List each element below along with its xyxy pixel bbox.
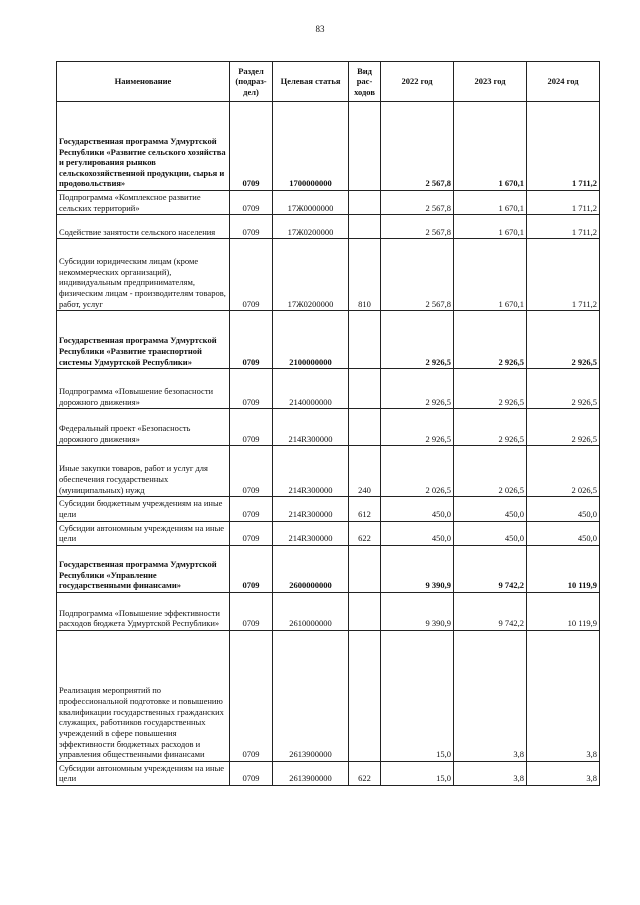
header-target: Целевая статья [273, 62, 349, 102]
row-value-2022: 2 567,8 [381, 102, 454, 191]
row-expense-type [349, 311, 381, 369]
row-expense-type [349, 545, 381, 592]
row-name: Государственная программа Удмуртской Республики «Развитие сельского хозяйства и регулирования рынков сельскохозяйственной продукции, сырья и продовольствия» [57, 102, 230, 191]
row-section: 0709 [230, 446, 273, 497]
row-name: Субсидии бюджетным учреждениям на иные цели [57, 497, 230, 521]
row-value-2024: 2 926,5 [527, 311, 600, 369]
row-value-2024: 3,8 [527, 630, 600, 761]
row-expense-type [349, 409, 381, 446]
row-value-2024: 1 711,2 [527, 191, 600, 215]
row-value-2022: 2 567,8 [381, 239, 454, 311]
row-expense-type [349, 215, 381, 239]
row-value-2022: 9 390,9 [381, 592, 454, 630]
table-row [57, 630, 600, 761]
table-row [57, 102, 600, 191]
row-value-2023: 9 742,2 [454, 545, 527, 592]
row-value-2024: 1 711,2 [527, 102, 600, 191]
row-section: 0709 [230, 592, 273, 630]
row-value-2023: 1 670,1 [454, 191, 527, 215]
row-target-article: 2140000000 [273, 369, 349, 409]
row-value-2024: 10 119,9 [527, 545, 600, 592]
table-row [57, 191, 600, 215]
row-expense-type: 240 [349, 446, 381, 497]
row-name: Содействие занятости сельского населения [57, 215, 230, 239]
row-name: Субсидии автономным учреждениям на иные цели [57, 761, 230, 785]
row-value-2024: 2 026,5 [527, 446, 600, 497]
row-expense-type [349, 191, 381, 215]
row-expense-type: 612 [349, 497, 381, 521]
row-value-2024: 10 119,9 [527, 592, 600, 630]
table-row [57, 239, 600, 311]
header-name: Наименование [57, 62, 230, 102]
row-name: Государственная программа Удмуртской Республики «Управление государственными финансами» [57, 545, 230, 592]
row-target-article: 17Ж0000000 [273, 191, 349, 215]
row-section: 0709 [230, 239, 273, 311]
table-row [57, 311, 600, 369]
row-name: Подпрограмма «Комплексное развитие сельских территорий» [57, 191, 230, 215]
table-row [57, 369, 600, 409]
row-target-article: 2613900000 [273, 761, 349, 785]
row-value-2024: 2 926,5 [527, 369, 600, 409]
row-expense-type: 622 [349, 521, 381, 545]
row-value-2023: 450,0 [454, 521, 527, 545]
row-name: Государственная программа Удмуртской Республики «Развитие транспортной системы Удмуртской Республики» [57, 311, 230, 369]
row-value-2022: 2 567,8 [381, 215, 454, 239]
row-target-article: 214R300000 [273, 409, 349, 446]
row-value-2023: 2 926,5 [454, 409, 527, 446]
row-value-2022: 2 026,5 [381, 446, 454, 497]
row-section: 0709 [230, 761, 273, 785]
row-section: 0709 [230, 311, 273, 369]
row-section: 0709 [230, 630, 273, 761]
table-row [57, 446, 600, 497]
row-name: Субсидии юридическим лицам (кроме некоммерческих организаций), индивидуальным предпринимателям, физическим лицам - производителям товаров, работ, услуг [57, 239, 230, 311]
row-value-2024: 1 711,2 [527, 239, 600, 311]
row-target-article: 17Ж0200000 [273, 239, 349, 311]
table-row [57, 521, 600, 545]
row-value-2023: 1 670,1 [454, 102, 527, 191]
row-section: 0709 [230, 102, 273, 191]
row-value-2022: 15,0 [381, 761, 454, 785]
row-value-2023: 9 742,2 [454, 592, 527, 630]
row-expense-type [349, 592, 381, 630]
row-value-2022: 9 390,9 [381, 545, 454, 592]
row-target-article: 2610000000 [273, 592, 349, 630]
table-row [57, 592, 600, 630]
header-section: Раздел (подраз-дел) [230, 62, 273, 102]
row-value-2024: 1 711,2 [527, 215, 600, 239]
budget-table [56, 61, 600, 786]
row-value-2023: 1 670,1 [454, 215, 527, 239]
row-target-article: 214R300000 [273, 521, 349, 545]
header-2022: 2022 год [381, 62, 454, 102]
row-section: 0709 [230, 215, 273, 239]
row-target-article: 214R300000 [273, 497, 349, 521]
row-target-article: 2613900000 [273, 630, 349, 761]
page-number: 83 [315, 24, 325, 34]
row-section: 0709 [230, 369, 273, 409]
table-row [57, 215, 600, 239]
table-row [57, 545, 600, 592]
row-value-2023: 1 670,1 [454, 239, 527, 311]
row-value-2024: 3,8 [527, 761, 600, 785]
row-value-2024: 450,0 [527, 497, 600, 521]
row-name: Иные закупки товаров, работ и услуг для обеспечения государственных (муниципальных) нужд [57, 446, 230, 497]
row-value-2023: 3,8 [454, 630, 527, 761]
row-expense-type: 622 [349, 761, 381, 785]
row-target-article: 2600000000 [273, 545, 349, 592]
row-section: 0709 [230, 545, 273, 592]
row-name: Федеральный проект «Безопасность дорожного движения» [57, 409, 230, 446]
row-value-2022: 450,0 [381, 521, 454, 545]
row-section: 0709 [230, 521, 273, 545]
row-value-2022: 2 926,5 [381, 369, 454, 409]
row-expense-type: 810 [349, 239, 381, 311]
row-expense-type [349, 102, 381, 191]
row-name: Подпрограмма «Повышение безопасности дорожного движения» [57, 369, 230, 409]
row-target-article: 17Ж0200000 [273, 215, 349, 239]
row-name: Реализация мероприятий по профессиональной подготовке и повышению квалификации государственных гражданских служащих, работников государственных учреждений в сфере повышения эффективности бюджетных расходов и управления общественными финансами [57, 630, 230, 761]
row-value-2023: 3,8 [454, 761, 527, 785]
row-section: 0709 [230, 497, 273, 521]
row-value-2023: 2 926,5 [454, 311, 527, 369]
row-value-2023: 450,0 [454, 497, 527, 521]
row-name: Подпрограмма «Повышение эффективности расходов бюджета Удмуртской Республики» [57, 592, 230, 630]
row-section: 0709 [230, 191, 273, 215]
header-2024: 2024 год [527, 62, 600, 102]
row-value-2024: 2 926,5 [527, 409, 600, 446]
table-row [57, 409, 600, 446]
header-expense-type: Вид рас-ходов [349, 62, 381, 102]
row-value-2022: 2 926,5 [381, 311, 454, 369]
table-row [57, 761, 600, 785]
row-target-article: 2100000000 [273, 311, 349, 369]
row-value-2023: 2 026,5 [454, 446, 527, 497]
row-expense-type [349, 369, 381, 409]
row-section: 0709 [230, 409, 273, 446]
row-value-2024: 450,0 [527, 521, 600, 545]
header-2023: 2023 год [454, 62, 527, 102]
row-value-2022: 2 926,5 [381, 409, 454, 446]
row-target-article: 214R300000 [273, 446, 349, 497]
row-value-2022: 15,0 [381, 630, 454, 761]
table-header-row [57, 62, 600, 102]
row-target-article: 1700000000 [273, 102, 349, 191]
row-expense-type [349, 630, 381, 761]
row-value-2022: 450,0 [381, 497, 454, 521]
row-value-2023: 2 926,5 [454, 369, 527, 409]
row-name: Субсидии автономным учреждениям на иные цели [57, 521, 230, 545]
table-row [57, 497, 600, 521]
row-value-2022: 2 567,8 [381, 191, 454, 215]
